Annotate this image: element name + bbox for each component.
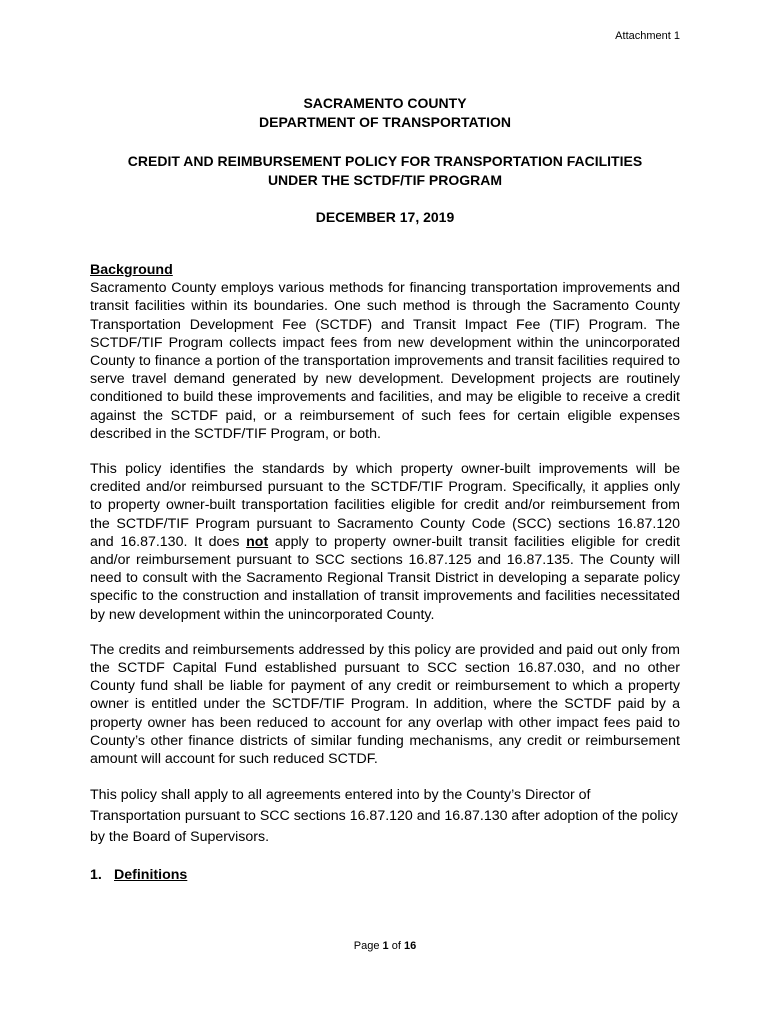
document-header [90, 94, 680, 227]
background-heading: Background [90, 262, 173, 278]
header-county: SACRAMENTO COUNTY [303, 95, 467, 111]
background-paragraph-1: Sacramento County employs various methods for financing transportation improvements and transit facilities within its boundaries. One such method is through the Sacramento County Transportation Development Fee (SCTDF) and Transit Impact Fee (TIF) Program. The SCTDF/TIF Program collects impact fees from new development within the unincorporated County to finance a portion of the transportation improvements and transit facilities required to serve travel demand generated by new development. Development projects are routinely conditioned to build these improvements and facilities, and may be eligible to receive a credit against the SCTDF paid, or a reimbursement of such fees for certain eligible expenses described in the SCTDF/TIF Program, or both. [90, 280, 680, 442]
definitions-heading [90, 866, 680, 884]
background-paragraph-2 [90, 460, 680, 624]
policy-date: DECEMBER 17, 2019 [315, 209, 455, 225]
background-paragraph-3: The credits and reimbursements addressed by this policy are provided and paid out only from the SCTDF Capital Fund established pursuant to SCC section 16.87.030, and no other County fund shall be liable for payment of any credit or reimbursement to which a property owner is entitled under the SCTDF/TIF Program. In addition, where the SCTDF paid by a property owner has been reduced to account for any overlap with other impact fees paid to County’s other finance districts of similar funding mechanisms, any credit or reimbursement amount will account for such reduced SCTDF. [90, 641, 680, 768]
background-paragraph-4: This policy shall apply to all agreements entered into by the County’s Director of Transportation pursuant to SCC sections 16.87.120 and 16.87.130 after adoption of the policy by the Board of Supervisors. [90, 787, 678, 846]
header-department: DEPARTMENT OF TRANSPORTATION [259, 114, 511, 130]
paragraph-2-text-a: This policy identifies the standards by which property owner-built improvements will be credited and/or reimbursed pursuant to the SCTDF/TIF Program. Specifically, it applies only to property owner-built transportation facilities eligible for credit and/or reimbursement from the SCTDF/TIF Program pursuant to Sacramento County Code (SCC) sections 16.87.120 and 16.87.130. It does [90, 461, 680, 550]
attachment-label: Attachment 1 [615, 30, 680, 42]
definitions-number: 1. [90, 867, 102, 884]
emphasis-not: not [246, 533, 269, 550]
footer-page-total: 16 [403, 940, 417, 952]
definitions-label: Definitions [114, 867, 188, 884]
policy-title-line1: CREDIT AND REIMBURSEMENT POLICY FOR TRANSPORTATION FACILITIES [127, 153, 643, 169]
footer-of-word: of [391, 940, 401, 952]
footer-page-number: 1 [382, 940, 389, 952]
policy-title-line2: UNDER THE SCTDF/TIF PROGRAM [267, 172, 503, 188]
page-footer [0, 940, 770, 952]
footer-page-word: Page [353, 940, 380, 952]
document-body [90, 94, 680, 884]
paragraph-2-text-b: apply to property owner-built transit facilities eligible for credit and/or reimbursement pursuant to SCC sections 16.87.125 and 16.87.135. The County will need to consult with the Sacramento Regional Transit District in developing a separate policy specific to the construction and installation of transit improvements and facilities necessitated by new development within the unincorporated County. [90, 533, 680, 623]
